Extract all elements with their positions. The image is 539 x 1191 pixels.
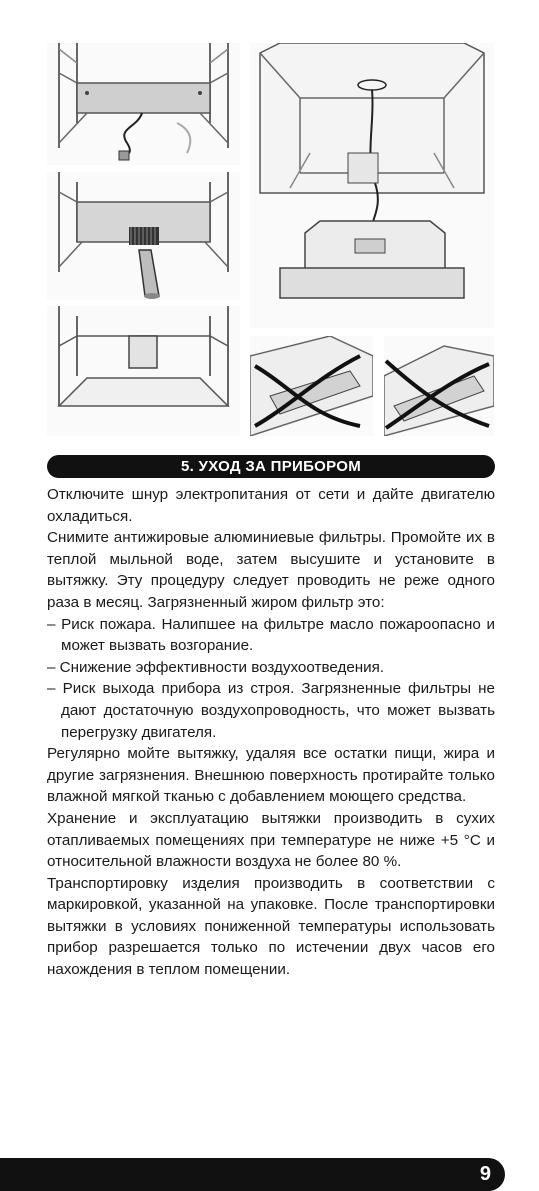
paragraph-storage: Хранение и эксплуатацию вытяжки производить в сухих отапливаемых помещениях при температуре не ниже +5 °С и относительной влажности воздуха не более 80 %. — [47, 809, 495, 871]
illustration-hood-assembly — [250, 43, 494, 328]
illustration-hood-cable — [47, 43, 240, 165]
section-header — [47, 455, 495, 478]
paragraph-filters: Снимите антижировые алюминиевые фильтры. Промойте их в теплой мыльной воде, затем высушите и установите в вытяжку. Эту процедуру следует проводить не реже одного раза в месяц. Загрязненный жиром фильтр это: — [47, 529, 495, 611]
illustration-hood-front — [47, 306, 240, 436]
section-title: 5. УХОД ЗА ПРИБОРОМ — [180, 458, 362, 475]
list-item-efficiency: – Снижение эффективности воздухоотведения. — [47, 658, 385, 676]
illustration-wrong-cable-1 — [250, 336, 373, 436]
paragraph-cleaning: Регулярно мойте вытяжку, удаляя все остатки пищи, жира и другие загрязнения. Внешнюю поверхность протирайте только влажной мягкой тканью с добавлением моющего средства. — [47, 745, 495, 806]
installation-illustrations — [0, 0, 539, 445]
instructions-text — [47, 484, 495, 981]
illustration-hood-duct — [47, 172, 240, 300]
illustration-wrong-cable-2 — [384, 336, 494, 436]
paragraph-transport: Транспортировку изделия производить в соответствии с маркировкой, указанной на упаковке. После транспортировки вытяжки в условиях пониженной температуры использовать прибор разрешается только по истечении двух часов его нахождения в теплом помещении. — [47, 874, 495, 979]
page-number: 9 — [479, 1163, 491, 1185]
list-item-failure-risk: – Риск выхода прибора из строя. Загрязненные фильтры не дают достаточную воздухопроводность, что может вызвать перегрузку двигателя. — [47, 680, 495, 741]
list-item-fire-risk: – Риск пожара. Налипшее на фильтре масло пожароопасно и может вызвать возгорание. — [47, 615, 495, 655]
footer-bar — [0, 1158, 505, 1191]
paragraph-disconnect: Отключите шнур электропитания от сети и дайте двигателю охладиться. — [47, 486, 495, 525]
